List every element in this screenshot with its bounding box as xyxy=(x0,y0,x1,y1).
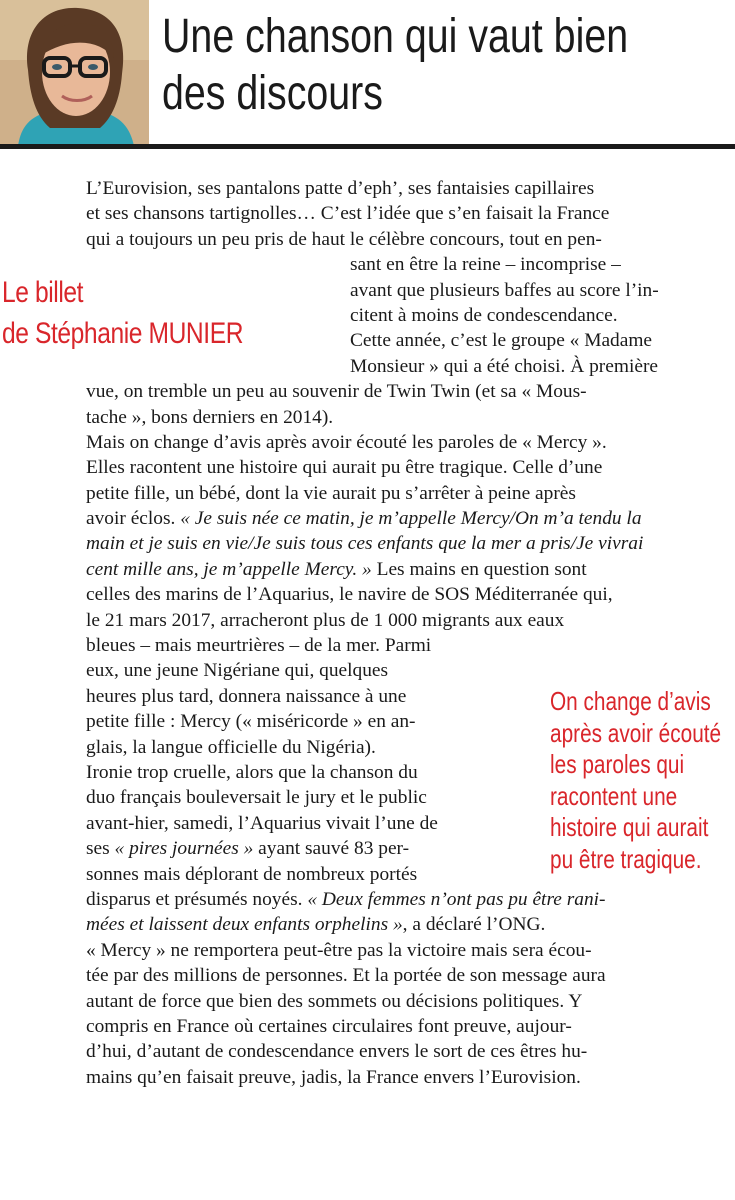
article-line: Elles racontent une histoire qui aurait pu être tragique. Celle d’une xyxy=(86,457,603,479)
article-line: citent à moins de condescendance. xyxy=(350,304,618,326)
song-lyrics-quote: cent mille ans, je m’appelle Mercy. » xyxy=(86,558,372,580)
article-line: Cette année, c’est le groupe « Madame xyxy=(350,330,653,352)
quote: mées et laissent deux enfants orphelins » xyxy=(86,914,403,936)
article-line: tache », bons derniers en 2014). xyxy=(86,406,334,428)
article-line xyxy=(86,557,735,582)
article-line: compris en France où certaines circulaires font preuve, aujour- xyxy=(86,1015,572,1037)
article-line: le 21 mars 2017, arracheront plus de 1 000 migrants aux eaux xyxy=(86,609,565,631)
article-line: et ses chansons tartignolles… C’est l’idée que s’en faisait la France xyxy=(86,203,610,225)
article-line: autant de force que bien des sommets ou décisions politiques. Y xyxy=(86,990,583,1012)
article-line: avant-hier, samedi, l’Aquarius vivait l’une de xyxy=(86,812,438,834)
article-line: L’Eurovision, ses pantalons patte d’eph’, ses fantaisies capillaires xyxy=(86,178,595,199)
header-rule xyxy=(0,144,735,149)
article-line: avant que plusieurs baffes au score l’in- xyxy=(350,279,659,301)
article-line: vue, on tremble un peu au souvenir de Twin Twin (et sa « Mous- xyxy=(86,381,587,403)
article-line: heures plus tard, donnera naissance à une xyxy=(86,685,407,707)
pull-quote-line: pu être tragique. xyxy=(550,843,702,874)
article-line: glais, la langue officielle du Nigéria). xyxy=(86,736,376,758)
article-text: Les mains en question sont xyxy=(371,558,587,580)
headline xyxy=(162,8,728,122)
song-lyrics-quote: « Je suis née ce matin, je m’appelle Mercy/On m’a tendu la xyxy=(180,508,642,530)
article-line xyxy=(86,836,735,861)
quote: « Deux femmes n’ont pas pu être rani- xyxy=(307,888,606,910)
article-line xyxy=(86,912,735,937)
article-text: , a déclaré l’ONG. xyxy=(402,914,546,936)
article-text: ayant sauvé 83 per- xyxy=(253,838,410,860)
byline-line-1: Le billet xyxy=(2,276,84,309)
article-line: « Mercy » ne remportera peut-être pas la victoire mais sera écou- xyxy=(86,939,592,961)
article-line xyxy=(86,506,735,531)
headline-line-2: des discours xyxy=(162,67,383,120)
article-line: petite fille : Mercy (« miséricorde » en an- xyxy=(86,711,416,733)
article-line: tée par des millions de personnes. Et la portée de son message aura xyxy=(86,965,606,987)
article-line: petite fille, un bébé, dont la vie aurait pu s’arrêter à peine après xyxy=(86,482,576,504)
article-line: eux, une jeune Nigériane qui, quelques xyxy=(86,660,389,682)
article-line xyxy=(86,887,735,912)
article-line: celles des marins de l’Aquarius, le navire de SOS Méditerranée qui, xyxy=(86,584,613,606)
article-line: Mais on change d’avis après avoir écouté les paroles de « Mercy ». xyxy=(86,431,607,453)
article-line: duo français bouleversait le jury et le public xyxy=(86,787,427,809)
article-text: ses xyxy=(86,838,115,860)
pull-quote-line: racontent une xyxy=(550,780,678,811)
article-line: mains qu’en faisait preuve, jadis, la France envers l’Eurovision. xyxy=(86,1066,581,1088)
pull-quote-line: On change d’avis xyxy=(550,686,711,716)
song-lyrics-quote: main et je suis en vie/Je suis tous ces enfants que la mer a pris/Je vivrai xyxy=(86,533,644,555)
pull-quote-line: après avoir écouté xyxy=(550,717,722,748)
byline-line-2: de Stéphanie MUNIER xyxy=(2,317,244,350)
pull-quote-line: histoire qui aurait xyxy=(550,812,709,843)
article-line: bleues – mais meurtrières – de la mer. Parmi xyxy=(86,635,432,657)
author-portrait xyxy=(0,0,149,146)
pull-quote-line: les paroles qui xyxy=(550,749,685,780)
article-line: d’hui, d’autant de condescendance envers le sort de ces êtres hu- xyxy=(86,1041,588,1063)
article-line: Monsieur » qui a été choisi. À première xyxy=(350,355,659,377)
article-body xyxy=(86,176,735,1090)
article-text: disparus et présumés noyés. xyxy=(86,888,308,910)
headline-line-1: Une chanson qui vaut bien xyxy=(162,10,629,63)
article-line: Ironie trop cruelle, alors que la chanson du xyxy=(86,761,418,783)
article-line: sant en être la reine – incomprise – xyxy=(350,254,621,276)
article-line: sonnes mais déplorant de nombreux portés xyxy=(86,863,418,885)
article-line: qui a toujours un peu pris de haut le célèbre concours, tout en pen- xyxy=(86,228,602,250)
quote: « pires journées » xyxy=(114,838,254,860)
article-text: avoir éclos. xyxy=(86,508,181,530)
